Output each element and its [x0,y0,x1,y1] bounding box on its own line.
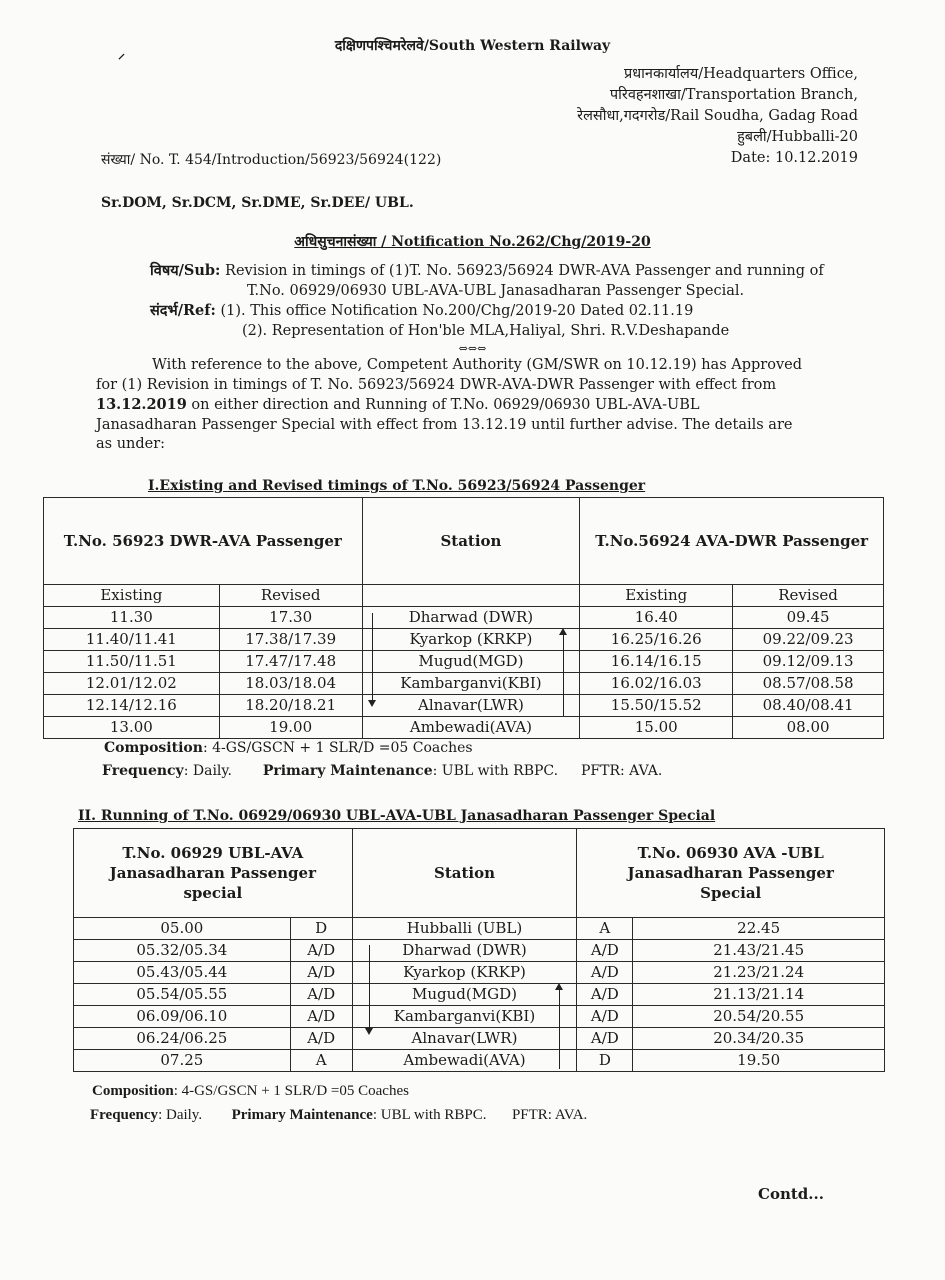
cell-time: 21.13/21.14 [633,984,885,1006]
cell-time: 20.54/20.55 [633,1006,885,1028]
cell-arr-dep: A/D [577,1006,633,1028]
cell-time: 06.09/06.10 [74,1006,291,1028]
table-row [74,962,885,984]
body-line-5: as under: [96,436,166,452]
cell-existing: 16.14/16.15 [580,651,733,673]
table-row [74,1006,885,1028]
cell-station [362,629,580,651]
cell-arr-dep: D [290,918,352,940]
frequency-label: Frequency [90,1107,159,1123]
section-1-frequency-maintenance [102,763,802,779]
table-row [74,984,885,1006]
header-station: Station [352,829,577,918]
cell-station: Hubballi (UBL) [352,918,577,940]
subheader-station-blank [362,585,580,607]
cell-revised: 08.40/08.41 [733,695,884,717]
cell-station [362,607,580,629]
table-row [44,651,884,673]
section-1-title: I.Existing and Revised timings of T.No. 56923/56924 Passenger [148,478,646,494]
organization-title: दक्षिणपश्चिमरेलवे/South Western Railway [334,38,611,54]
cell-station: Alnavar(LWR) [362,695,580,717]
frequency-value: : Daily. [158,1107,203,1123]
cell-time: 05.00 [74,918,291,940]
station-name: Dharwad (DWR) [402,941,527,959]
cell-time: 20.34/20.35 [633,1028,885,1050]
frequency-label: Frequency [102,763,184,779]
pftr-value: PFTR: AVA. [580,763,663,779]
cell-station [352,984,577,1006]
cell-existing: 12.14/12.16 [44,695,220,717]
cell-arr-dep: A/D [577,962,633,984]
cell-revised: 17.47/17.48 [219,651,362,673]
section-2-title: II. Running of T.No. 06929/06930 UBL-AVA-UBL Janasadharan Passenger Special [78,808,716,824]
subheader-revised: Revised [733,585,884,607]
scan-mark: ⸍ [118,52,125,68]
cell-arr-dep: A [290,1050,352,1072]
cell-existing: 16.25/16.26 [580,629,733,651]
pftr-value: PFTR: AVA. [511,1107,588,1123]
cell-station: Kambarganvi(KBI) [352,1006,577,1028]
section-1-composition [104,740,473,756]
cell-existing: 13.00 [44,717,220,739]
cell-existing: 15.00 [580,717,733,739]
cell-arr-dep: A/D [290,1006,352,1028]
table-row [44,607,884,629]
composition-label: Composition [104,740,203,756]
section-2-frequency-maintenance [90,1107,810,1124]
body-line-4: Janasadharan Passenger Special with effect from 13.12.19 until further advise. The details are [96,416,793,433]
cell-arr-dep: A/D [290,1028,352,1050]
subject-line-1: Revision in timings of (1)T. No. 56923/56924 DWR-AVA Passenger and running of [225,263,824,279]
cell-arr-dep: A/D [290,940,352,962]
reference-label: संदर्भ/Ref: [150,302,216,319]
table-row [44,673,884,695]
header-06930: T.No. 06930 AVA -UBL Janasadharan Passenger Special [577,829,885,918]
address-line: हुबली/Hubballi-20 [737,129,858,145]
cell-arr-dep: A [577,918,633,940]
cell-revised: 08.00 [733,717,884,739]
cell-existing: 11.50/11.51 [44,651,220,673]
body-line-1: With reference to the above, Competent Authority (GM/SWR on 10.12.19) has Approved [152,357,803,373]
table-row [44,629,884,651]
cell-arr-dep: A/D [577,984,633,1006]
cell-time: 21.43/21.45 [633,940,885,962]
section-2-composition [92,1083,409,1100]
subheader-existing: Existing [580,585,733,607]
address-line: प्रधानकार्यालय/Headquarters Office, [623,66,858,82]
reference-item-2: (2). Representation of Hon'ble MLA,Haliyal, Shri. R.V.Deshapande [242,323,730,339]
subheader-existing: Existing [44,585,220,607]
frequency-value: : Daily. [183,763,232,779]
subject-label: विषय/Sub: [150,262,221,279]
cell-existing: 11.30 [44,607,220,629]
cell-time: 07.25 [74,1050,291,1072]
reference-item-1: (1). This office Notification No.200/Chg/2019-20 Dated 02.11.19 [220,303,694,319]
address-line: परिवहनशाखा/Transportation Branch, [609,87,858,103]
subject-block [150,261,920,341]
separator-mark: ⇔⇔⇔ [458,342,487,355]
maintenance-value: : UBL with RBPC. [432,763,559,779]
reference-number: संख्या/ No. T. 454/Introduction/56923/56924(122) [101,152,442,168]
cell-station: Kyarkop (KRKP) [352,962,577,984]
cell-time: 21.23/21.24 [633,962,885,984]
cell-arr-dep: A/D [290,962,352,984]
cell-station [352,940,577,962]
subject-line-2: T.No. 06929/06930 UBL-AVA-UBL Janasadharan Passenger Special. [247,283,745,299]
body-line-3: on either direction and Running of T.No. 06929/06930 UBL-AVA-UBL [186,397,700,413]
cell-arr-dep: A/D [577,1028,633,1050]
cell-revised: 17.38/17.39 [219,629,362,651]
cell-arr-dep: A/D [290,984,352,1006]
cell-revised: 09.12/09.13 [733,651,884,673]
header-station: Station [362,498,580,585]
cell-time: 22.45 [633,918,885,940]
cell-arr-dep: D [577,1050,633,1072]
header-56924: T.No.56924 AVA-DWR Passenger [580,498,884,585]
cell-station: Ambewadi(AVA) [352,1050,577,1072]
addressees: Sr.DOM, Sr.DCM, Sr.DME, Sr.DEE/ UBL. [101,195,414,211]
cell-revised: 19.00 [219,717,362,739]
maintenance-label: Primary Maintenance [231,1107,373,1123]
cell-station: Mugud(MGD) [362,651,580,673]
cell-station: Ambewadi(AVA) [362,717,580,739]
maintenance-label: Primary Maintenance [262,763,433,779]
table-row [74,1050,885,1072]
document-date: Date: 10.12.2019 [730,150,858,166]
cell-time: 19.50 [633,1050,885,1072]
cell-revised: 09.45 [733,607,884,629]
composition-value: : 4-GS/GSCN + 1 SLR/D =05 Coaches [202,740,473,756]
timings-table-06929-06930 [73,828,885,1072]
composition-value: : 4-GS/GSCN + 1 SLR/D =05 Coaches [173,1083,409,1099]
timings-table-56923-56924 [43,497,884,739]
header-06929: T.No. 06929 UBL-AVA Janasadharan Passenger special [74,829,353,918]
station-name: Kyarkop (KRKP) [409,630,533,648]
cell-station: Alnavar(LWR) [352,1028,577,1050]
maintenance-value: : UBL with RBPC. [372,1107,487,1123]
cell-revised: 18.03/18.04 [219,673,362,695]
office-address [577,64,858,169]
composition-label: Composition [92,1083,174,1099]
cell-revised: 08.57/08.58 [733,673,884,695]
cell-revised: 17.30 [219,607,362,629]
table-row [44,695,884,717]
table-row [74,1028,885,1050]
effective-date: 13.12.2019 [96,396,187,413]
header-56923: T.No. 56923 DWR-AVA Passenger [44,498,363,585]
body-line-2: for (1) Revision in timings of T. No. 56923/56924 DWR-AVA-DWR Passenger with effect from [96,376,777,393]
cell-time: 05.43/05.44 [74,962,291,984]
table-row [74,940,885,962]
cell-revised: 09.22/09.23 [733,629,884,651]
cell-time: 06.24/06.25 [74,1028,291,1050]
subheader-revised: Revised [219,585,362,607]
station-name: Dharwad (DWR) [408,608,534,626]
station-name: Mugud(MGD) [412,985,517,1003]
cell-arr-dep: A/D [577,940,633,962]
cell-station: Kambarganvi(KBI) [362,673,580,695]
cell-time: 05.54/05.55 [74,984,291,1006]
cell-revised: 18.20/18.21 [219,695,362,717]
cell-existing: 16.02/16.03 [580,673,733,695]
continued-marker: Contd... [758,1185,824,1203]
cell-time: 05.32/05.34 [74,940,291,962]
address-line: रेलसौधा,गदगरोड/Rail Soudha, Gadag Road [577,108,858,124]
cell-existing: 16.40 [580,607,733,629]
cell-existing: 15.50/15.52 [580,695,733,717]
body-paragraph [96,356,866,455]
cell-existing: 11.40/11.41 [44,629,220,651]
notification-title: अधिसुचनासंख्या / Notification No.262/Chg/2019-20 [294,234,651,250]
table-row [44,717,884,739]
table-row [74,918,885,940]
cell-existing: 12.01/12.02 [44,673,220,695]
